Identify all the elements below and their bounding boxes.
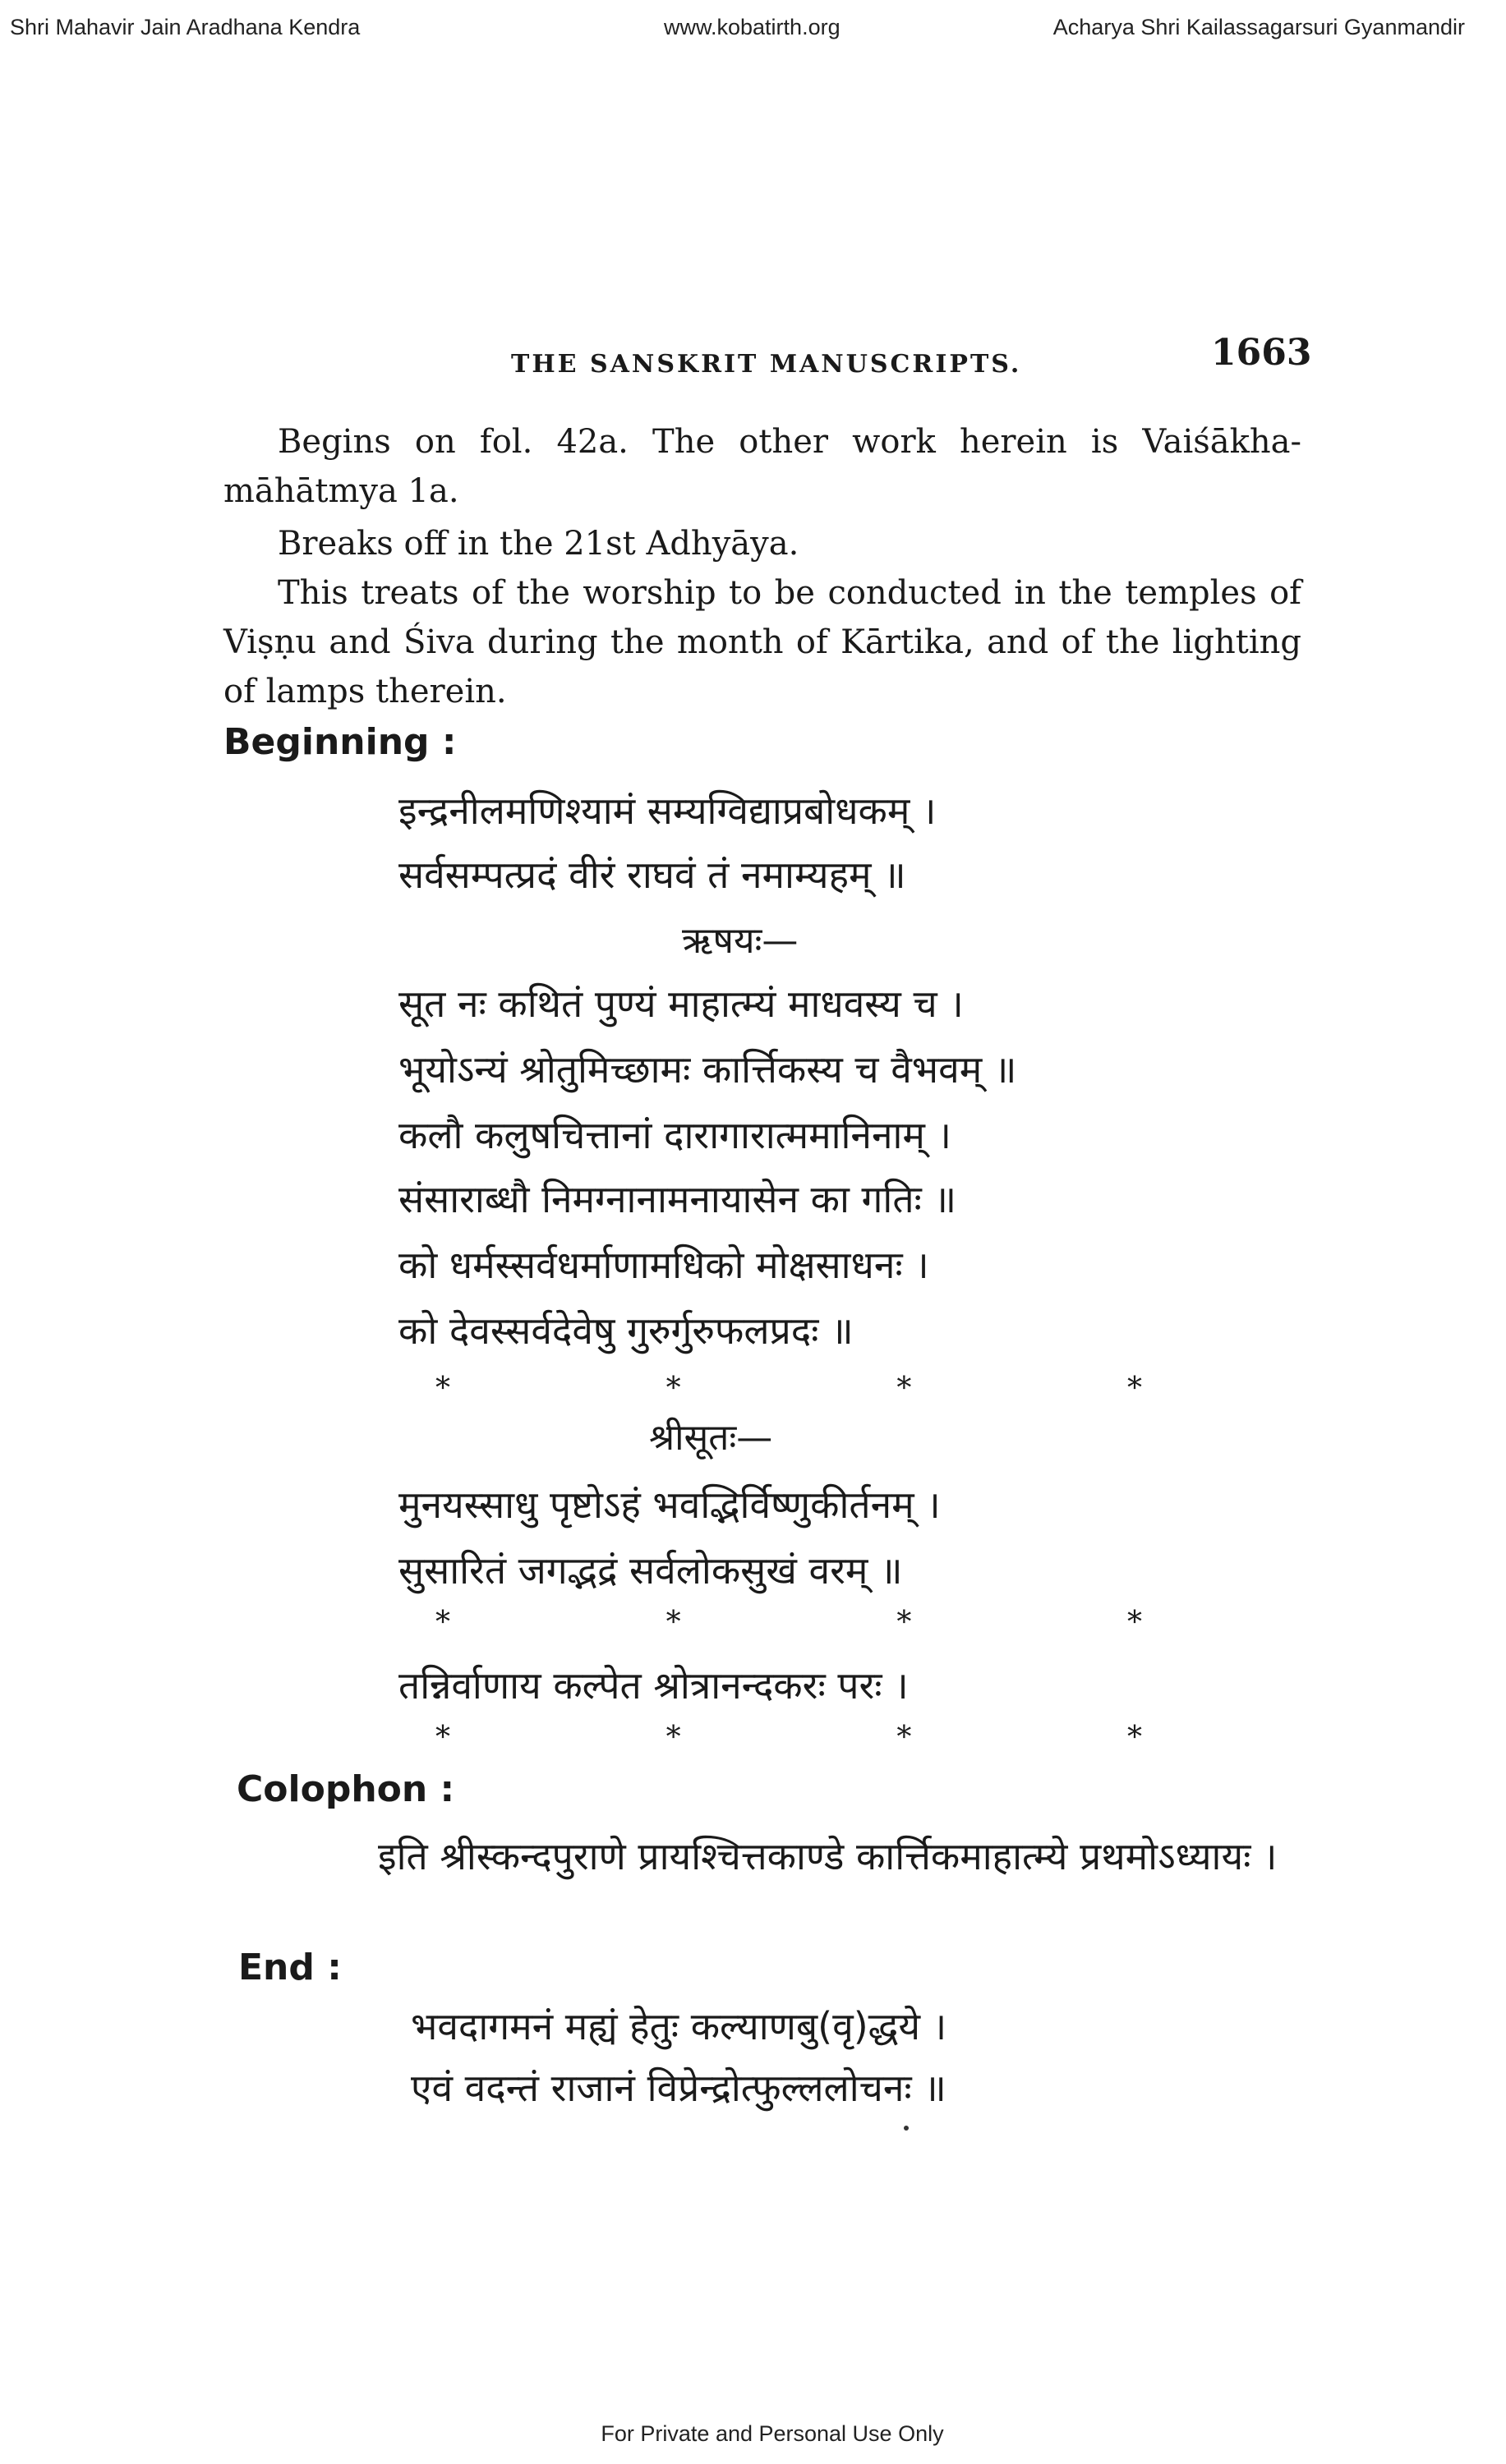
end-heading: End :	[238, 1947, 342, 1988]
verse-line: सर्वसम्पत्प्रदं वीरं राघवं तं नमाम्यहम् ॥	[398, 853, 906, 897]
star-mark: *	[896, 1606, 912, 1639]
header-url[interactable]: www.kobatirth.org	[664, 15, 841, 39]
beginning-heading: Beginning :	[223, 721, 457, 763]
verse-line: भवदागमनं मह्यं हेतुः कल्याणबु(वृ)द्धये ।	[411, 2004, 947, 2048]
verse-line: को धर्मस्सर्वधर्माणामधिको मोक्षसाधनः ।	[398, 1243, 929, 1287]
verse-line: संसाराब्धौ निमग्नानामनायासेन का गतिः ॥	[398, 1177, 957, 1221]
footer-note: For Private and Personal Use Only	[601, 2421, 944, 2446]
speaker-label: ऋषयः—	[682, 920, 799, 962]
star-mark: *	[896, 1721, 912, 1754]
star-mark: *	[665, 1372, 681, 1405]
verse-line: को देवस्सर्वदेवेषु गुरुर्गुरुफलप्रदः ॥	[398, 1308, 854, 1353]
header-right-text: Acharya Shri Kailassagarsuri Gyanmandir	[1052, 15, 1465, 39]
star-mark: *	[665, 1606, 681, 1639]
star-mark: *	[896, 1372, 912, 1405]
intro-paragraph-3: This treats of the worship to be conducted in the temples of Viṣṇu and Śiva during the month of Kārtika, and of the lighting of lamps therein.	[223, 574, 1301, 710]
star-mark: *	[435, 1372, 450, 1405]
colophon-text: इति श्रीस्कन्दपुराणे प्रायश्चित्तकाण्डे कार्त्तिकमाहात्म्ये प्रथमोऽध्यायः ।	[378, 1834, 1278, 1878]
verse-line: सूत नः कथितं पुण्यं माहात्म्यं माधवस्य च ।	[398, 981, 964, 1026]
star-mark: *	[435, 1721, 450, 1754]
verse-line: तन्निर्वाणाय कल्पेत श्रोत्रानन्दकरः परः ।	[398, 1663, 909, 1708]
verse-line: इन्द्रनीलमणिश्यामं सम्यग्विद्याप्रबोधकम् ।	[398, 788, 937, 833]
verse-line: सुसारितं जगद्भद्रं सर्वलोकसुखं वरम् ॥	[398, 1548, 903, 1593]
star-mark: *	[1126, 1372, 1142, 1405]
section-break-stars	[435, 1372, 1142, 1405]
star-mark: *	[665, 1721, 681, 1754]
page-number: 1663	[1211, 332, 1312, 374]
verse-line: भूयोऽन्यं श्रोतुमिच्छामः कार्त्तिकस्य च वैभवम् ॥	[398, 1047, 1017, 1092]
star-mark: *	[1126, 1606, 1142, 1639]
verse-line: कलौ कलुषचित्तानां दारागारात्ममानिनाम् ।	[398, 1113, 951, 1157]
section-break-stars	[435, 1606, 1142, 1639]
star-mark: *	[435, 1606, 450, 1639]
print-speck	[904, 2126, 909, 2131]
running-title: THE SANSKRIT MANUSCRIPTS.	[511, 350, 1022, 379]
intro-paragraph-2: Breaks off in the 21st Adhyāya.	[278, 525, 799, 563]
header-left-text: Shri Mahavir Jain Aradhana Kendra	[10, 15, 361, 39]
intro-paragraph-1: Begins on fol. 42a. The other work herein is Vaiśākha-māhātmya 1a.	[223, 423, 1301, 510]
speaker-label: श्रीसूतः—	[649, 1417, 773, 1459]
section-break-stars	[435, 1721, 1142, 1754]
star-mark: *	[1126, 1721, 1142, 1754]
verse-line: एवं वदन्तं राजानं विप्रेन्द्रोत्फुल्ललोचनः ॥	[411, 2066, 946, 2110]
verse-line: मुनयस्साधु पृष्टोऽहं भवद्भिर्विष्णुकीर्तनम् ।	[398, 1483, 941, 1527]
colophon-heading: Colophon :	[237, 1768, 455, 1810]
